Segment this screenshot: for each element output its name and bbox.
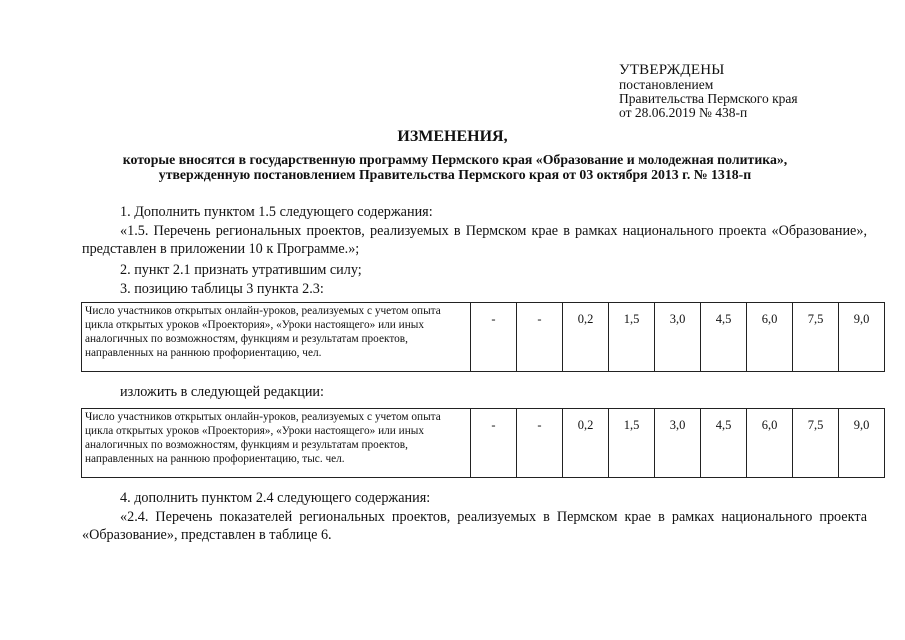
paragraph-7: «2.4. Перечень показателей региональных проектов, реализуемых в Пермском крае в рамках национального проекта «Образование», представлен в таблице 6. — [82, 509, 867, 543]
approval-line-2: Правительства Пермского края — [619, 91, 798, 106]
value-cell: 6,0 — [747, 303, 793, 372]
document-title: ИЗМЕНЕНИЯ, — [397, 128, 508, 145]
subtitle-line-2: утвержденную постановлением Правительства Пермского края от 03 октября 2013 г. № 1318-п — [158, 167, 752, 182]
value-cell: - — [471, 303, 517, 372]
paragraph-5: изложить в следующей редакции: — [120, 384, 324, 400]
value-cell: - — [471, 409, 517, 478]
paragraph-1: 1. Дополнить пунктом 1.5 следующего содержания: — [120, 204, 433, 220]
paragraph-4: 3. позицию таблицы 3 пункта 2.3: — [120, 281, 324, 297]
value-cell: - — [517, 303, 563, 372]
value-cell: 0,2 — [563, 409, 609, 478]
value-cell: 1,5 — [609, 409, 655, 478]
value-cell: 4,5 — [701, 303, 747, 372]
table-row — [82, 409, 885, 478]
value-cell: 6,0 — [747, 409, 793, 478]
subtitle-line-1: которые вносятся в государственную программу Пермского края «Образование и молодежная политика», — [122, 152, 788, 167]
value-cell: 3,0 — [655, 303, 701, 372]
value-cell: 9,0 — [839, 303, 885, 372]
paragraph-3: 2. пункт 2.1 признать утратившим силу; — [120, 262, 362, 278]
paragraph-6: 4. дополнить пунктом 2.4 следующего содержания: — [120, 490, 431, 506]
indicator-description: Число участников открытых онлайн-уроков, реализуемых с учетом опыта цикла открытых уроков «Проектория», «Уроки настоящего» или иных аналогичных по возможностям, функциям и результатам проектов, направленных на раннюю профориентацию, тыс. чел. — [82, 409, 471, 478]
value-cell: 7,5 — [793, 303, 839, 372]
indicator-description: Число участников открытых онлайн-уроков, реализуемых с учетом опыта цикла открытых уроков «Проектория», «Уроки настоящего» или иных аналогичных по возможностям, функциям и результатам проектов, направленных на раннюю профориентацию, чел. — [82, 303, 471, 372]
approval-heading: УТВЕРЖДЕНЫ — [619, 62, 725, 78]
value-cell: 4,5 — [701, 409, 747, 478]
indicator-table-new — [81, 408, 885, 478]
approval-line-1: постановлением — [619, 77, 714, 92]
indicator-table-old — [81, 302, 885, 372]
document-subtitle — [60, 152, 850, 182]
approval-block — [619, 62, 798, 120]
value-cell: 9,0 — [839, 409, 885, 478]
value-cell: 3,0 — [655, 409, 701, 478]
value-cell: 7,5 — [793, 409, 839, 478]
paragraph-2: «1.5. Перечень региональных проектов, реализуемых в Пермском крае в рамках национального проекта «Образование», представлен в приложении 10 к Программе.»; — [82, 223, 867, 257]
approval-line-3: от 28.06.2019 № 438-п — [619, 105, 748, 120]
value-cell: - — [517, 409, 563, 478]
value-cell: 1,5 — [609, 303, 655, 372]
table-row — [82, 303, 885, 372]
value-cell: 0,2 — [563, 303, 609, 372]
